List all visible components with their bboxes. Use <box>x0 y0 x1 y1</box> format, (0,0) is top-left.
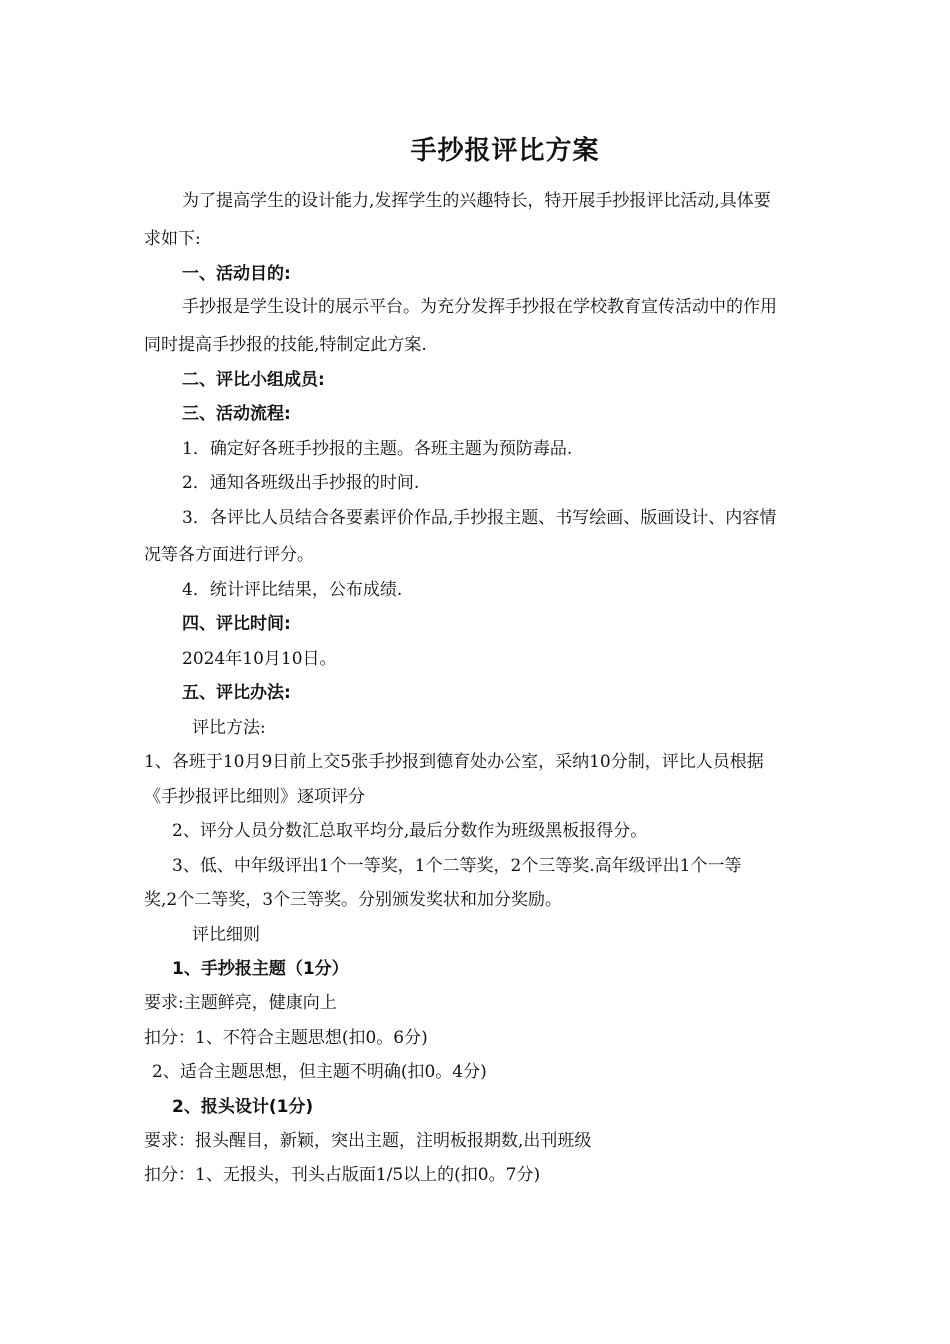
rules-subheading: 评比细则 <box>192 925 260 945</box>
rule-2-heading: 2、报头设计(1分) <box>172 1097 314 1117</box>
section-1-paragraph-line-1: 手抄报是学生设计的展示平台。为充分发挥手抄报在学校教育宣传活动中的作用 <box>182 297 777 317</box>
intro-line-2: 求如下: <box>144 229 201 249</box>
process-item-3-line-1: 3．各评比人员结合各要素评价作品,手抄报主题、书写绘画、版画设计、内容情 <box>182 508 777 528</box>
process-item-1: 1．确定好各班手抄报的主题。各班主题为预防毒品. <box>182 439 573 459</box>
rule-1-requirement: 要求:主题鲜亮，健康向上 <box>144 993 337 1013</box>
method-3-line-2: 奖,2个二等奖，3个三等奖。分别颁发奖状和加分奖励。 <box>144 890 563 910</box>
intro-line-1: 为了提高学生的设计能力,发挥学生的兴趣特长，特开展手抄报评比活动,具体要 <box>182 191 771 211</box>
rule-2-requirement: 要求：报头醒目，新颖，突出主题，注明板报期数,出刊班级 <box>144 1131 592 1151</box>
method-3-line-1: 3、低、中年级评出1个一等奖，1个二等奖，2个三等奖.高年级评出1个一等 <box>172 856 742 876</box>
method-1-line-2: 《手抄报评比细则》逐项评分 <box>144 787 365 807</box>
rule-1-deduction-1: 扣分：1、不符合主题思想(扣0。6分) <box>144 1028 428 1048</box>
section-3-heading: 三、活动流程: <box>182 404 291 424</box>
section-5-heading: 五、评比办法: <box>182 683 291 703</box>
section-1-paragraph-line-2: 同时提高手抄报的技能,特制定此方案. <box>144 335 427 355</box>
process-item-3-line-2: 况等各方面进行评分。 <box>144 545 314 565</box>
section-4-heading: 四、评比时间: <box>182 614 291 634</box>
section-1-heading: 一、活动目的: <box>182 264 291 284</box>
method-1-line-1: 1、各班于10月9日前上交5张手抄报到德育处办公室，采纳10分制，评比人员根据 <box>144 752 764 772</box>
evaluation-date: 2024年10月10日。 <box>182 649 337 669</box>
rule-2-deduction-1: 扣分：1、无报头，刊头占版面1/5以上的(扣0。7分) <box>144 1165 541 1185</box>
document-title: 手抄报评比方案 <box>410 136 600 166</box>
method-2: 2、评分人员分数汇总取平均分,最后分数作为班级黑板报得分。 <box>172 821 648 841</box>
process-item-2: 2．通知各班级出手抄报的时间. <box>182 473 420 493</box>
process-item-4: 4．统计评比结果，公布成绩. <box>182 580 403 600</box>
rule-1-deduction-2: 2、适合主题思想，但主题不明确(扣0。4分) <box>152 1062 487 1082</box>
rule-1-heading: 1、手抄报主题（1分） <box>172 959 349 979</box>
section-2-heading: 二、评比小组成员: <box>182 370 325 390</box>
method-subheading: 评比方法: <box>192 718 266 738</box>
